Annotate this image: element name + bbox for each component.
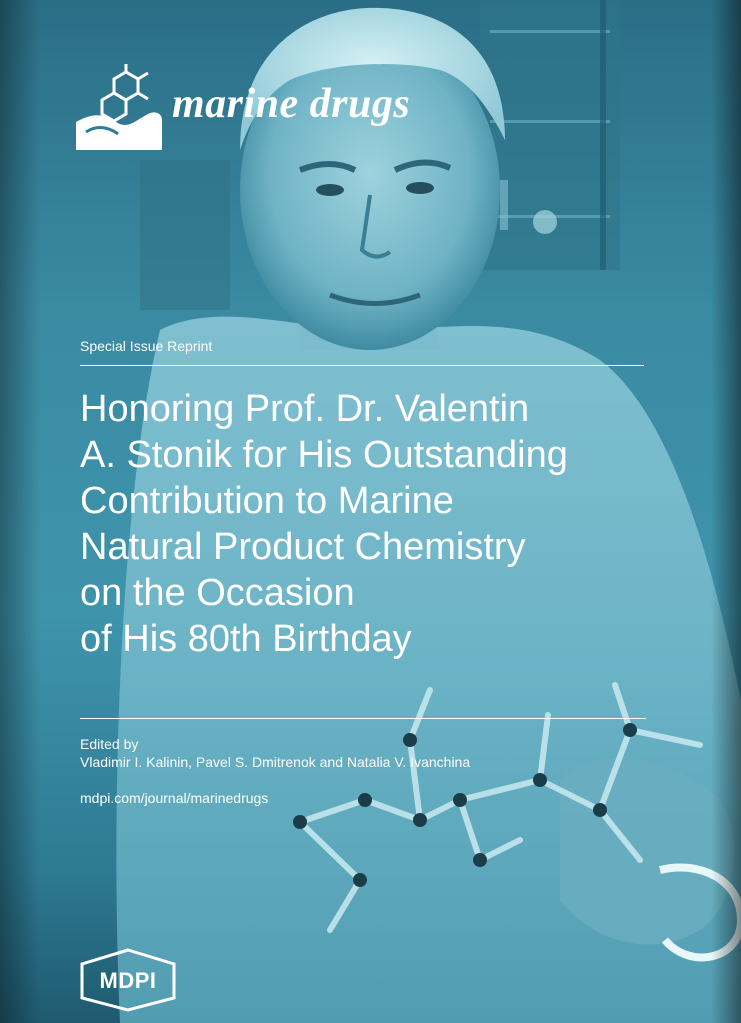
- edge-shadow: [711, 0, 741, 1023]
- journal-logo: [76, 64, 436, 154]
- edited-by-label: Edited by: [80, 736, 139, 752]
- journal-url: mdpi.com/journal/marinedrugs: [80, 790, 269, 806]
- divider-top: [80, 365, 644, 366]
- journal-name: marine drugs: [172, 81, 411, 127]
- publisher-name: MDPI: [99, 968, 157, 993]
- spine-shadow: [0, 0, 40, 1023]
- title-line: Contribution to Marine: [80, 480, 454, 522]
- title-line: A. Stonik for His Outstanding: [80, 434, 568, 476]
- divider-bottom: [80, 718, 646, 719]
- title-line: of His 80th Birthday: [80, 618, 412, 660]
- book-title: [80, 386, 700, 662]
- title-line: on the Occasion: [80, 572, 355, 614]
- title-line: Natural Product Chemistry: [80, 526, 526, 568]
- molecule-wave-icon: [76, 64, 166, 150]
- editors-list: Vladimir I. Kalinin, Pavel S. Dmitrenok and Natalia V. Ivanchina: [80, 754, 471, 770]
- title-line: Honoring Prof. Dr. Valentin: [80, 388, 530, 430]
- publisher-logo: [78, 948, 178, 1012]
- special-issue-label: Special Issue Reprint: [80, 338, 213, 354]
